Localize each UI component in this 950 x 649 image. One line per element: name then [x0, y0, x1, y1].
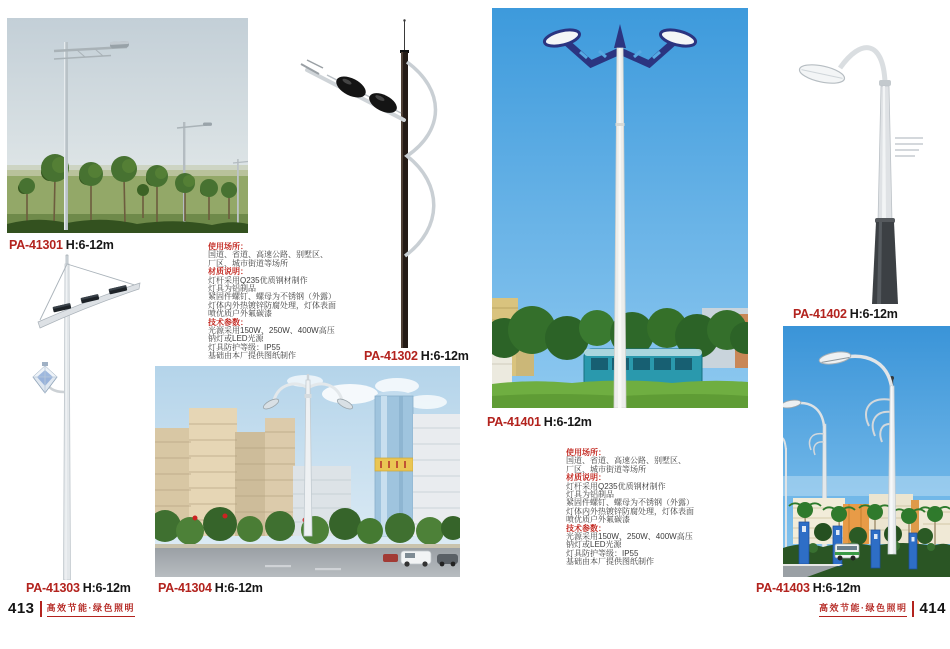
spec-heading: 使用场所： [208, 242, 248, 251]
avenue-lamps-photo [783, 326, 950, 577]
page-number: 414 [919, 600, 946, 617]
spec-heading: 材质说明： [566, 473, 606, 483]
city-street-photo [155, 366, 460, 577]
product-code: PA-41403 [756, 581, 810, 595]
spec-line: 喷优质户外氟碳漆 [208, 309, 272, 319]
footer-slogan: 高效节能·绿色照明 [819, 601, 908, 617]
page-footer-right [819, 600, 946, 617]
spec-line: 灯杆采用Q235优质钢材制作 [566, 481, 666, 491]
product-label-pa41302 [364, 349, 469, 363]
product-code: PA-41303 [26, 581, 80, 595]
spec-heading: 使用场所： [566, 448, 606, 457]
spec-line: 灯体内外热镀锌防腐处理，灯体表面 [208, 300, 336, 310]
footer-slogan: 高效节能·绿色照明 [47, 601, 136, 617]
product-height: H:6-12m [420, 349, 469, 363]
spec-block-left [208, 243, 368, 361]
product-cutout-pa41402 [795, 10, 945, 304]
spec-line: 灯具防护等级：IP55 [208, 342, 281, 352]
product-photo-pa41401 [492, 8, 748, 408]
footer-divider [912, 601, 914, 617]
streetlamp-field-photo [7, 18, 248, 233]
spec-line: 灯具为铝制品 [208, 284, 256, 294]
spec-line: 灯具为铝制品 [566, 490, 614, 500]
spec-heading: 材质说明： [208, 267, 248, 277]
product-code: PA-41304 [158, 581, 212, 595]
spec-line: 国道、省道、高速公路、别墅区、 [208, 250, 328, 260]
spec-line: 喷优质户外氟碳漆 [566, 515, 630, 525]
product-photo-pa41301 [7, 18, 248, 233]
spec-line: 紧固件螺钉、螺母为不锈钢（外露） [208, 292, 336, 302]
spec-line: 紧固件螺钉、螺母为不锈钢（外露） [566, 498, 694, 508]
product-height: H:6-12m [812, 581, 861, 595]
spec-line: 国道、省道、高速公路、别墅区、 [566, 456, 686, 466]
product-label-pa41304 [158, 581, 263, 595]
arc-lamp-cutout [12, 250, 162, 580]
product-code: PA-41402 [793, 307, 847, 321]
product-height: H:6-12m [82, 581, 131, 595]
spec-line: 钠灯或LED光源 [566, 540, 622, 550]
spec-line: 基础由本厂提供图纸制作 [566, 557, 654, 567]
product-photo-pa41403 [783, 326, 950, 577]
spec-heading: 技术参数： [566, 523, 606, 533]
spec-line: 光源采用150W、250W、400W高压 [566, 532, 693, 542]
page-footer-left [8, 600, 135, 617]
page-number: 413 [8, 600, 35, 617]
spec-line: 光源采用150W、250W、400W高压 [208, 326, 335, 336]
spec-line: 灯杆采用Q235优质钢材制作 [208, 275, 308, 285]
spec-line: 基础由本厂提供图纸制作 [208, 351, 296, 361]
swan-neck-lamp-cutout [795, 10, 945, 304]
product-label-pa41401 [487, 415, 592, 429]
footer-divider [40, 601, 42, 617]
product-code: PA-41302 [364, 349, 418, 363]
product-height: H:6-12m [543, 415, 592, 429]
product-label-pa41403 [756, 581, 861, 595]
spec-line: 钠灯或LED光源 [208, 334, 264, 344]
spec-line: 厂区、城市街道等场所 [566, 464, 646, 474]
spec-block-right [566, 449, 726, 567]
double-arm-pole-photo [492, 8, 748, 408]
spec-line: 灯具防护等级：IP55 [566, 548, 639, 558]
product-code: PA-41401 [487, 415, 541, 429]
spec-line: 灯体内外热镀锌防腐处理，灯体表面 [566, 506, 694, 516]
product-cutout-pa41303 [12, 250, 162, 580]
product-height: H:6-12m [849, 307, 898, 321]
spec-heading: 技术参数： [208, 317, 248, 327]
product-height: H:6-12m [214, 581, 263, 595]
product-label-pa41303 [26, 581, 131, 595]
product-code: PA-41301 [9, 238, 63, 252]
product-label-pa41402 [793, 307, 898, 321]
product-height: H:6-12m [65, 238, 114, 252]
product-photo-pa41304 [155, 366, 460, 577]
spec-line: 厂区、城市街道等场所 [208, 258, 288, 268]
